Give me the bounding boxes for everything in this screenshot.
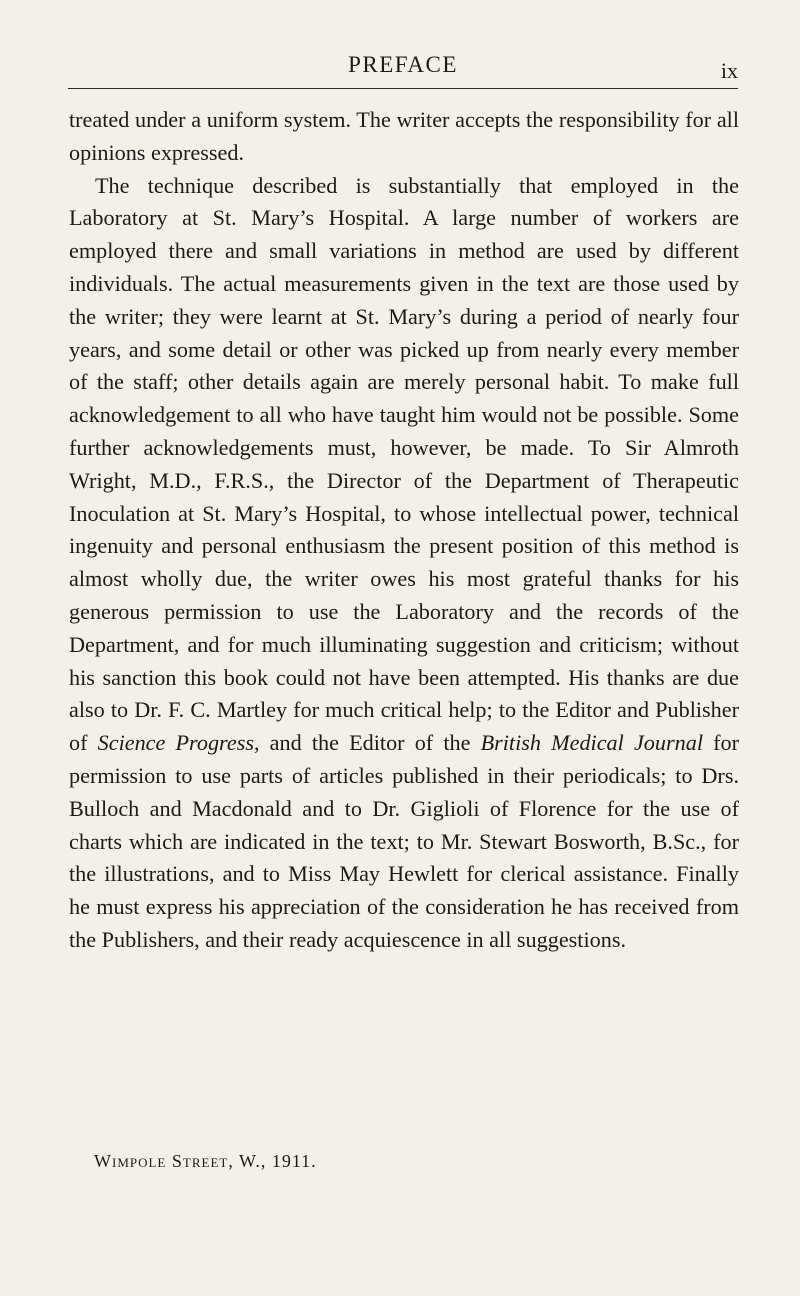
paragraph-acknowledgements [69,170,739,957]
preface-body [69,104,739,957]
page-number: ix [720,58,738,83]
running-head [68,50,738,92]
place-date-signature: Wimpole Street, W., 1911. [94,1151,317,1171]
paragraph-text: The technique described is substantially that employed in the Laboratory at St. Mary’s Hospital. A large number of workers are employed there and small variations in method are used by different individuals. The actual measurements given in the text are those used by the writer; they were learnt at St. Mary’s during a period of nearly four years, and some detail or other was picked up from nearly every member of the staff; other details again are merely personal habit. To make full acknowledgement to all who have taught him would not be possible. Some further acknowledgements must, however, be made. To Sir Almroth Wright, M.D., F.R.S., the Director of the Department of Therapeutic Inoculation at St. Mary’s Hospital, to whose intellectual power, technical ingenuity and personal enthusiasm the present position of this method is almost wholly due, the writer owes his most grateful thanks for his generous permission to use the Laboratory and the records of the Department, and for much illuminating suggestion and criticism; without his sanction this book could not have been attempted. His thanks are due also to Dr. F. C. Martley for much critical help; to the Editor and Publisher of [69,172,739,756]
paragraph-text: , and the Editor of the [254,730,471,756]
running-head-title: PREFACE [348,52,458,77]
italic-title-british-medical-journal: British Medical Journal [480,730,703,756]
header-rule [68,88,738,89]
italic-title-science-progress: Science Progress [97,730,254,756]
paragraph-continuation: treated under a uniform system. The writer accepts the responsibility for all opinions expressed. [69,107,739,165]
paragraph-text: for permission to use parts of articles published in their periodicals; to Drs. Bulloch and Macdonald and to Dr. Giglioli of Florence for the use of charts which are indicated in the text; to Mr. Stewart Bosworth, B.Sc., for the illustrations, and to Miss May Hewlett for clerical assistance. Finally he must express his appreciation of the consideration he has received from the Publishers, and their ready acquiescence in all suggestions. [69,730,739,952]
